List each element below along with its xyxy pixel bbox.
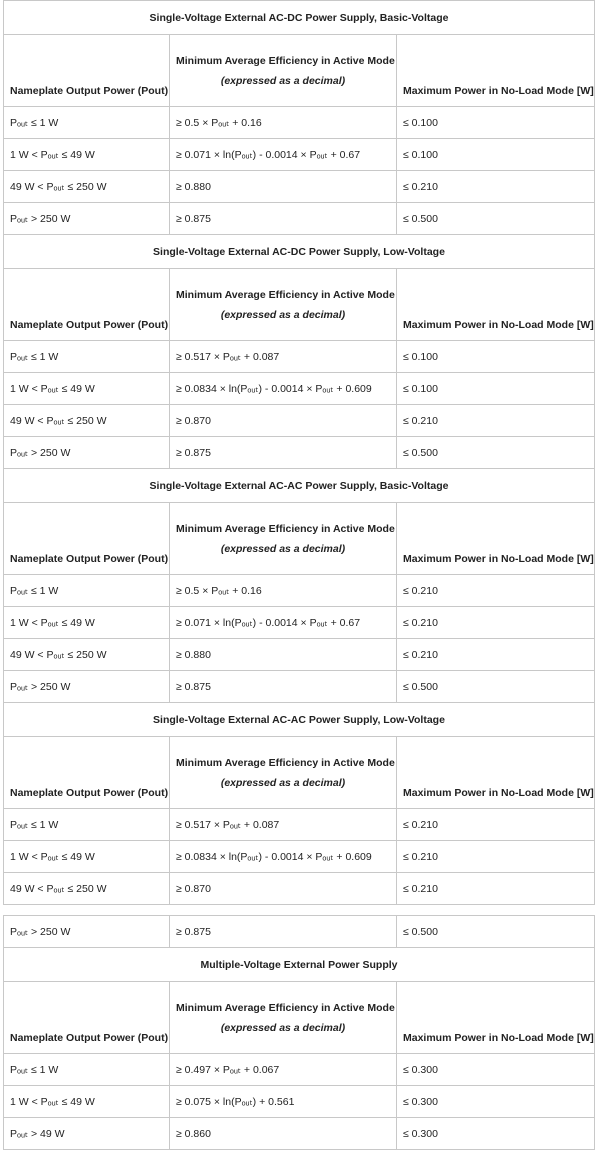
table-row bbox=[4, 575, 595, 607]
cell-efficiency: ≥ 0.0834 × ln(Pₒᵤₜ) - 0.0014 × Pₒᵤₜ + 0.609 bbox=[170, 373, 397, 405]
cell-output-power: Pₒᵤₜ > 250 W bbox=[4, 437, 170, 469]
header-efficiency bbox=[170, 503, 397, 575]
section-title-row bbox=[4, 469, 595, 503]
cell-efficiency: ≥ 0.875 bbox=[170, 437, 397, 469]
section-title: Single-Voltage External AC-AC Power Supply, Low-Voltage bbox=[4, 703, 595, 737]
cell-output-power: Pₒᵤₜ ≤ 1 W bbox=[4, 575, 170, 607]
efficiency-spec-table bbox=[3, 0, 595, 1150]
table-row bbox=[4, 916, 595, 948]
cell-output-power: 1 W < Pₒᵤₜ ≤ 49 W bbox=[4, 841, 170, 873]
header-efficiency-note: (expressed as a decimal) bbox=[220, 542, 346, 555]
header-efficiency bbox=[170, 269, 397, 341]
cell-output-power: 1 W < Pₒᵤₜ ≤ 49 W bbox=[4, 607, 170, 639]
cell-no-load-power: ≤ 0.500 bbox=[397, 203, 595, 235]
cell-efficiency: ≥ 0.075 × ln(Pₒᵤₜ) + 0.561 bbox=[170, 1086, 397, 1118]
header-no-load-power: Maximum Power in No-Load Mode [W] bbox=[397, 982, 595, 1054]
cell-output-power: 49 W < Pₒᵤₜ ≤ 250 W bbox=[4, 639, 170, 671]
cell-efficiency: ≥ 0.875 bbox=[170, 916, 397, 948]
header-efficiency-note: (expressed as a decimal) bbox=[220, 1021, 346, 1034]
column-header-row bbox=[4, 269, 595, 341]
header-efficiency-title: Minimum Average Efficiency in Active Mode bbox=[176, 522, 395, 535]
cell-efficiency: ≥ 0.517 × Pₒᵤₜ + 0.087 bbox=[170, 809, 397, 841]
cell-no-load-power: ≤ 0.210 bbox=[397, 607, 595, 639]
header-efficiency-title: Minimum Average Efficiency in Active Mode bbox=[176, 54, 395, 67]
cell-no-load-power: ≤ 0.210 bbox=[397, 405, 595, 437]
header-no-load-power: Maximum Power in No-Load Mode [W] bbox=[397, 269, 595, 341]
row-gap-cell bbox=[4, 905, 595, 916]
header-no-load-power: Maximum Power in No-Load Mode [W] bbox=[397, 35, 595, 107]
column-header-row bbox=[4, 35, 595, 107]
cell-output-power: Pₒᵤₜ ≤ 1 W bbox=[4, 1054, 170, 1086]
section-title: Single-Voltage External AC-DC Power Supply, Low-Voltage bbox=[4, 235, 595, 269]
header-efficiency-title: Minimum Average Efficiency in Active Mode bbox=[176, 756, 395, 769]
cell-efficiency: ≥ 0.860 bbox=[170, 1118, 397, 1150]
table-row bbox=[4, 107, 595, 139]
section-title-row bbox=[4, 1, 595, 35]
cell-output-power: 1 W < Pₒᵤₜ ≤ 49 W bbox=[4, 373, 170, 405]
cell-output-power: 1 W < Pₒᵤₜ ≤ 49 W bbox=[4, 139, 170, 171]
cell-efficiency: ≥ 0.875 bbox=[170, 671, 397, 703]
header-efficiency-title: Minimum Average Efficiency in Active Mode bbox=[176, 1001, 395, 1014]
header-no-load-power: Maximum Power in No-Load Mode [W] bbox=[397, 503, 595, 575]
cell-efficiency: ≥ 0.870 bbox=[170, 405, 397, 437]
cell-output-power: 1 W < Pₒᵤₜ ≤ 49 W bbox=[4, 1086, 170, 1118]
column-header-row bbox=[4, 737, 595, 809]
cell-no-load-power: ≤ 0.210 bbox=[397, 873, 595, 905]
table-row bbox=[4, 1118, 595, 1150]
cell-efficiency: ≥ 0.5 × Pₒᵤₜ + 0.16 bbox=[170, 575, 397, 607]
section-title-row bbox=[4, 703, 595, 737]
cell-output-power: Pₒᵤₜ ≤ 1 W bbox=[4, 107, 170, 139]
table-row bbox=[4, 203, 595, 235]
header-efficiency bbox=[170, 737, 397, 809]
header-output-power: Nameplate Output Power (Pout) bbox=[4, 269, 170, 341]
header-efficiency bbox=[170, 35, 397, 107]
cell-no-load-power: ≤ 0.500 bbox=[397, 671, 595, 703]
table-row bbox=[4, 405, 595, 437]
section-title-row bbox=[4, 948, 595, 982]
header-efficiency bbox=[170, 982, 397, 1054]
cell-no-load-power: ≤ 0.100 bbox=[397, 373, 595, 405]
cell-efficiency: ≥ 0.497 × Pₒᵤₜ + 0.067 bbox=[170, 1054, 397, 1086]
section-title: Multiple-Voltage External Power Supply bbox=[4, 948, 595, 982]
header-efficiency-note: (expressed as a decimal) bbox=[220, 74, 346, 87]
table-row bbox=[4, 373, 595, 405]
cell-no-load-power: ≤ 0.300 bbox=[397, 1118, 595, 1150]
cell-efficiency: ≥ 0.071 × ln(Pₒᵤₜ) - 0.0014 × Pₒᵤₜ + 0.67 bbox=[170, 607, 397, 639]
header-efficiency-note: (expressed as a decimal) bbox=[220, 308, 346, 321]
cell-no-load-power: ≤ 0.100 bbox=[397, 139, 595, 171]
cell-no-load-power: ≤ 0.500 bbox=[397, 437, 595, 469]
cell-efficiency: ≥ 0.880 bbox=[170, 171, 397, 203]
table-row bbox=[4, 1054, 595, 1086]
cell-efficiency: ≥ 0.0834 × ln(Pₒᵤₜ) - 0.0014 × Pₒᵤₜ + 0.609 bbox=[170, 841, 397, 873]
section-title: Single-Voltage External AC-DC Power Supply, Basic-Voltage bbox=[4, 1, 595, 35]
table-row bbox=[4, 437, 595, 469]
cell-no-load-power: ≤ 0.210 bbox=[397, 841, 595, 873]
table-row bbox=[4, 809, 595, 841]
cell-no-load-power: ≤ 0.210 bbox=[397, 171, 595, 203]
header-efficiency-note: (expressed as a decimal) bbox=[220, 776, 346, 789]
cell-output-power: Pₒᵤₜ > 250 W bbox=[4, 203, 170, 235]
column-header-row bbox=[4, 982, 595, 1054]
cell-output-power: Pₒᵤₜ ≤ 1 W bbox=[4, 809, 170, 841]
cell-output-power: 49 W < Pₒᵤₜ ≤ 250 W bbox=[4, 873, 170, 905]
table-row bbox=[4, 841, 595, 873]
section-title-row bbox=[4, 235, 595, 269]
table-row bbox=[4, 873, 595, 905]
header-output-power: Nameplate Output Power (Pout) bbox=[4, 737, 170, 809]
cell-output-power: Pₒᵤₜ > 49 W bbox=[4, 1118, 170, 1150]
cell-efficiency: ≥ 0.5 × Pₒᵤₜ + 0.16 bbox=[170, 107, 397, 139]
table-row bbox=[4, 607, 595, 639]
table-row bbox=[4, 341, 595, 373]
cell-output-power: Pₒᵤₜ > 250 W bbox=[4, 671, 170, 703]
cell-efficiency: ≥ 0.517 × Pₒᵤₜ + 0.087 bbox=[170, 341, 397, 373]
cell-no-load-power: ≤ 0.300 bbox=[397, 1054, 595, 1086]
cell-no-load-power: ≤ 0.500 bbox=[397, 916, 595, 948]
table-row bbox=[4, 139, 595, 171]
cell-output-power: 49 W < Pₒᵤₜ ≤ 250 W bbox=[4, 405, 170, 437]
cell-efficiency: ≥ 0.875 bbox=[170, 203, 397, 235]
cell-output-power: Pₒᵤₜ ≤ 1 W bbox=[4, 341, 170, 373]
cell-output-power: Pₒᵤₜ > 250 W bbox=[4, 916, 170, 948]
cell-no-load-power: ≤ 0.100 bbox=[397, 107, 595, 139]
cell-no-load-power: ≤ 0.300 bbox=[397, 1086, 595, 1118]
table-row bbox=[4, 171, 595, 203]
row-gap bbox=[4, 905, 595, 916]
table-row bbox=[4, 1086, 595, 1118]
cell-efficiency: ≥ 0.071 × ln(Pₒᵤₜ) - 0.0014 × Pₒᵤₜ + 0.67 bbox=[170, 139, 397, 171]
header-no-load-power: Maximum Power in No-Load Mode [W] bbox=[397, 737, 595, 809]
header-efficiency-title: Minimum Average Efficiency in Active Mode bbox=[176, 288, 395, 301]
cell-no-load-power: ≤ 0.210 bbox=[397, 809, 595, 841]
header-output-power: Nameplate Output Power (Pout) bbox=[4, 982, 170, 1054]
section-title: Single-Voltage External AC-AC Power Supply, Basic-Voltage bbox=[4, 469, 595, 503]
column-header-row bbox=[4, 503, 595, 575]
table-row bbox=[4, 671, 595, 703]
header-output-power: Nameplate Output Power (Pout) bbox=[4, 35, 170, 107]
cell-no-load-power: ≤ 0.210 bbox=[397, 639, 595, 671]
cell-no-load-power: ≤ 0.100 bbox=[397, 341, 595, 373]
cell-no-load-power: ≤ 0.210 bbox=[397, 575, 595, 607]
header-output-power: Nameplate Output Power (Pout) bbox=[4, 503, 170, 575]
cell-efficiency: ≥ 0.880 bbox=[170, 639, 397, 671]
cell-efficiency: ≥ 0.870 bbox=[170, 873, 397, 905]
table-row bbox=[4, 639, 595, 671]
cell-output-power: 49 W < Pₒᵤₜ ≤ 250 W bbox=[4, 171, 170, 203]
